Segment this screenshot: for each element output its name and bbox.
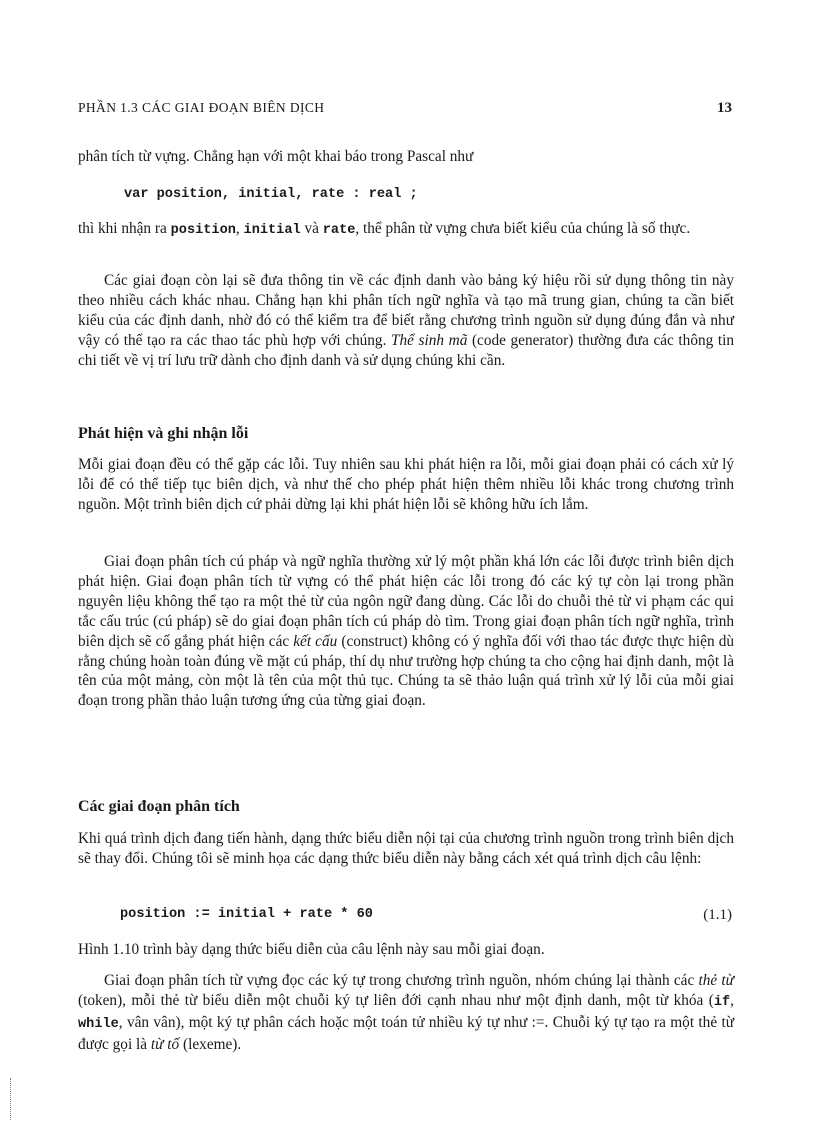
italic-term: thẻ từ [698,972,734,989]
text-span: (code generator) thường đưa các thông tin chi tiết về vị trí lưu trữ dành cho định danh và sử dụng chúng khi cần. [78,331,735,369]
text-span: thì khi nhận ra [78,220,171,237]
text-span: Các giai đoạn còn lại sẽ đưa thông tin về các định danh vào bảng ký hiệu rồi sử dụng thông tin này theo nhiều cách khác nhau. Chẳng hạn khi phân tích ngữ nghĩa và tạo mã trung gian, chúng ta cần biết kiểu của các định danh, nhờ đó có thể kiểm tra để biết rằng chương trình nguồn sử dụng đúng đắn và như vậy có thể tạo ra các thao tác phù hợp với chúng. [78,272,734,349]
text-span: Giai đoạn phân tích cú pháp và ngữ nghĩa thường xử lý một phần khá lớn các lỗi được trình biên dịch phát hiện. Giai đoạn phân tích từ vựng có thể phát hiện các lỗi trong đó các ký tự còn lại trong phần nguyên liệu không thể tạo ra một thẻ từ của ngôn ngữ đang dùng. Các lỗi do chuỗi thẻ từ vi phạm các qui tắc cấu trúc (cú pháp) sẽ do giai đoạn phân tích cú pháp dò tìm. Trong giai đoạn phân tích ngữ nghĩa, trình biên dịch sẽ cố gắng phát hiện các [78,553,734,650]
running-title: PHẦN 1.3 CÁC GIAI ĐOẠN BIÊN DỊCH [78,100,325,115]
paragraph-analysis-1 [78,829,734,869]
analysis-text-1: Khi quá trình dịch đang tiến hành, dạng thức biểu diễn nội tại của chương trình nguồn trong trình biên dịch sẽ thay đổi. Chúng tôi sẽ minh họa các dạng thức biểu diễn này bằng cách xét quá trình dịch câu lệnh: [78,830,734,867]
paragraph-analysis-2 [78,940,734,960]
paragraph-intro [78,147,734,167]
section-heading-errors: Phát hiện và ghi nhận lỗi [78,425,249,442]
code-statement: position := initial + rate * 60 [120,907,373,922]
text-span: (token), mỗi thẻ từ biểu diễn một chuỗi ký tự liên đới cạnh nhau như một định danh, một từ khóa ( [78,991,714,1009]
text-span: (lexeme). [179,1035,242,1053]
code-inline: position [170,223,236,238]
text-span: , [730,991,734,1009]
section-heading-analysis: Các giai đoạn phân tích [78,798,240,815]
italic-term: Thể sinh mã [391,331,468,349]
analysis-text-2: Hình 1.10 trình bày dạng thức biểu diễn của câu lệnh này sau mỗi giai đoạn. [78,941,545,958]
text-span: , [235,220,244,237]
italic-term: kết cấu [293,632,338,650]
code-inline: rate [322,223,356,238]
text-span: Giai đoạn phân tích từ vựng đọc các ký tự trong chương trình nguồn, nhóm chúng lại thành các [104,972,699,989]
code-inline: while [78,1016,119,1032]
running-header [78,100,732,117]
text-span: và [300,220,323,237]
errors-text-1: Mỗi giai đoạn đều có thể gặp các lỗi. Tuy nhiên sau khi phát hiện ra lỗi, mỗi giai đoạn phải có cách xử lý lỗi để có thể tiếp tục biên dịch, và như thế cho phép phát hiện thêm nhiều lỗi khác trong chương trình nguồn. Một trình biên dịch cứ phải dừng lại khi phát hiện lỗi sẽ không hữu ích lắm. [78,456,734,513]
paragraph-analysis-3 [78,971,734,1055]
text-span: , thể phân từ vựng chưa biết kiểu của chúng là số thực. [355,220,691,237]
paragraph-errors-2 [78,552,734,711]
intro-text: phân tích từ vựng. Chẳng hạn với một khai báo trong Pascal như [78,148,474,165]
italic-term: từ tố [150,1035,180,1053]
page-number: 13 [717,100,732,116]
paragraph-declaration-note [78,219,734,241]
text-span: , vân vân), một ký tự phân cách hoặc một toán tử nhiều ký tự như :=. Chuỗi ký tự tạo ra một thẻ từ được gọi là [78,1013,734,1053]
equation-number: (1.1) [703,907,732,923]
code-inline: if [713,994,731,1010]
code-inline: initial [243,223,301,238]
scan-margin-mark [10,1078,11,1120]
code-declaration: var position, initial, rate : real ; [124,187,418,202]
text-span: (construct) không có ý nghĩa đối với thao tác được thực hiện dù rằng chúng hoàn toàn đúng về mặt cú pháp, thí dụ như trường hợp chúng ta cho cộng hai định danh, một là tên của một mảng, còn một là tên của một thủ tục. Chúng ta sẽ thảo luận quá trình xử lý lỗi của mỗi giai đoạn trong phần thảo luận tương ứng của từng giai đoạn. [78,632,734,710]
paragraph-errors-1 [78,455,734,515]
paragraph-symbol-table [78,271,734,371]
